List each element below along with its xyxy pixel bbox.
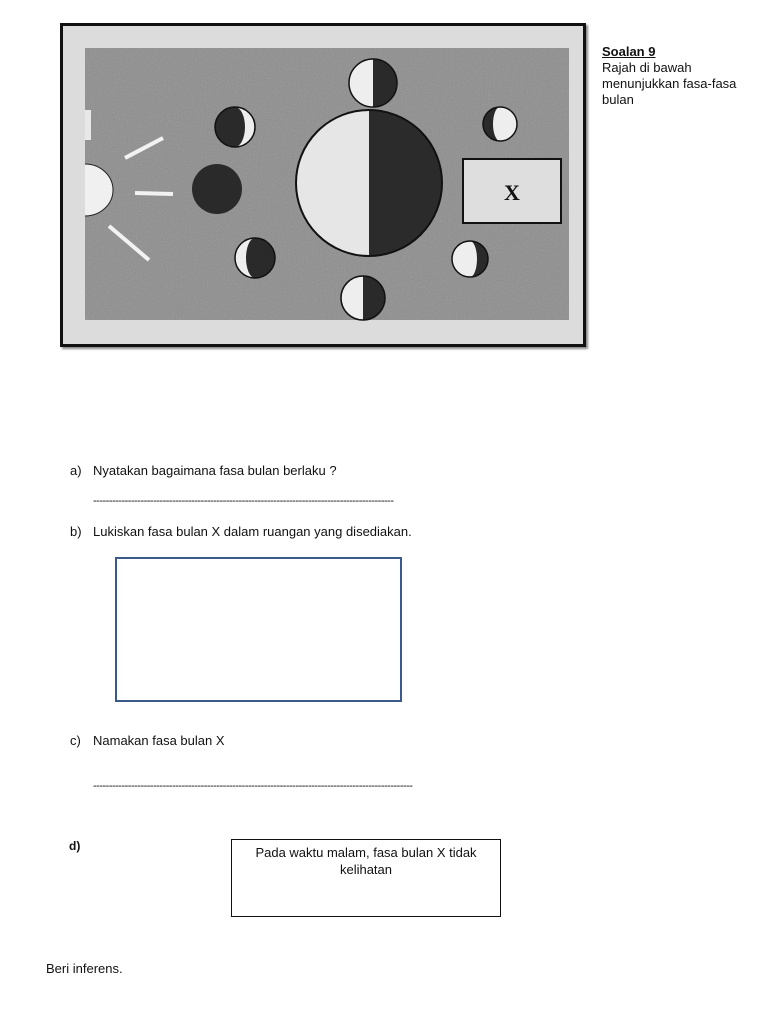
observation-note-box xyxy=(231,839,501,917)
answer-line-a[interactable]: ----------------------------------------------------------------------------------------------- xyxy=(93,495,394,507)
question-title: Soalan 9 xyxy=(602,44,656,59)
question-heading xyxy=(602,44,752,108)
question-d-label: d) xyxy=(69,839,81,853)
question-c-text: Namakan fasa bulan X xyxy=(93,733,225,748)
moon-phases-figure xyxy=(60,23,586,347)
gibbous-moon-icon xyxy=(452,241,488,277)
inference-prompt: Beri inferens. xyxy=(46,961,123,976)
crescent-moon-icon xyxy=(235,238,275,278)
gibbous-moon-icon xyxy=(483,107,517,141)
sun-ray xyxy=(135,193,173,194)
crescent-moon-icon xyxy=(215,107,255,147)
question-a-label: a) xyxy=(70,463,82,478)
question-a xyxy=(70,463,570,481)
earth-icon xyxy=(296,110,442,256)
question-b-label: b) xyxy=(70,524,82,539)
drawing-answer-box[interactable] xyxy=(115,557,402,702)
question-c xyxy=(70,733,570,751)
half-moon-icon xyxy=(349,59,397,107)
question-description: Rajah di bawah menunjukkan fasa-fasa bulan xyxy=(602,60,737,107)
phase-x-label: X xyxy=(504,180,520,205)
new-moon-icon xyxy=(192,164,242,214)
question-b xyxy=(70,524,570,542)
question-c-label: c) xyxy=(70,733,81,748)
question-b-text: Lukiskan fasa bulan X dalam ruangan yang disediakan. xyxy=(93,524,412,539)
observation-note-text: Pada waktu malam, fasa bulan X tidak kelihatan xyxy=(255,845,477,877)
moon-phases-diagram xyxy=(63,26,583,344)
answer-line-c[interactable]: ----------------------------------------------------------------------------------------------------- xyxy=(93,780,413,792)
half-moon-icon xyxy=(341,276,385,320)
question-a-text: Nyatakan bagaimana fasa bulan berlaku ? xyxy=(93,463,337,478)
